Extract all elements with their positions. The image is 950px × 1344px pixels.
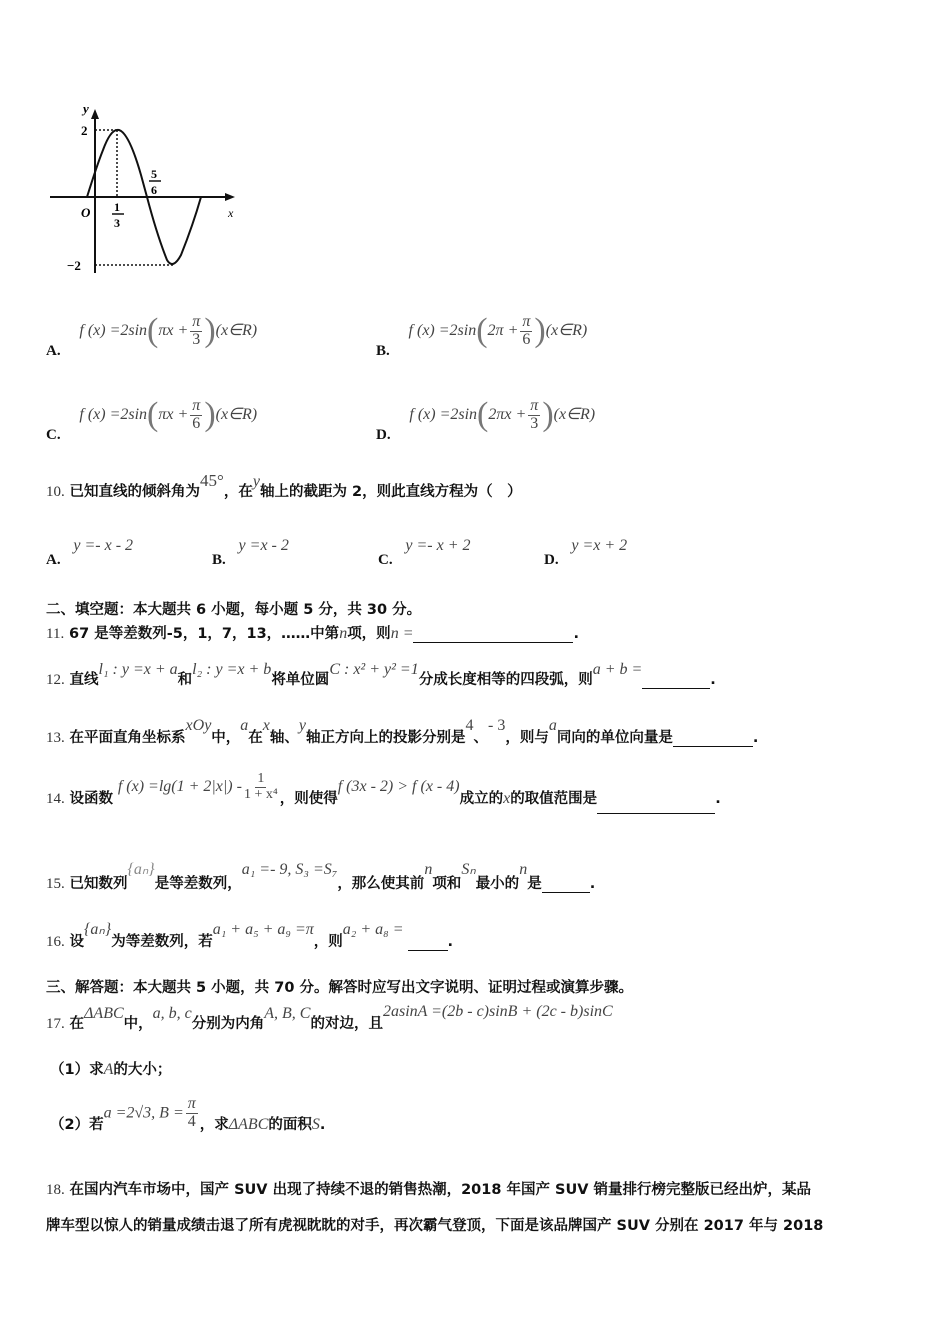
answer-blank[interactable] [408, 949, 448, 951]
answer-blank[interactable] [597, 812, 715, 814]
x-axis-label: x [228, 206, 234, 220]
question-18-line-2: 牌车型以惊人的销量成绩击退了所有虎视眈眈的对手，再次霸气登顶，下面是该品牌国产 SUV 分别在 2017 年与 2018 [46, 1218, 824, 1234]
q9-option-c[interactable]: C. f (x) =2sin(πx + $\frac{\pi}{6}$ )(x∈R) [46, 396, 258, 443]
question-16: 16. 设{aₙ}为等差数列，若a₁ + a₅ + a₉ =π，则a₂ + a₈ =. [46, 921, 454, 950]
x-tick2-num: 5 [151, 167, 157, 181]
y-min-label: −2 [67, 258, 81, 273]
question-11: 11. 67 是等差数列-5，1，7，13，……中第n项，则n = . [46, 625, 579, 642]
answer-blank[interactable] [673, 745, 753, 747]
answer-blank[interactable] [413, 641, 573, 643]
y-max-label: 2 [81, 123, 88, 138]
q17-part-2: （2）若a =2√3, B = $\frac{\pi}{4}$ ，求ΔABC的面积S. [50, 1095, 326, 1134]
section-3-heading: 三、解答题：本大题共 5 小题，共 70 分。解答时应写出文字说明、证明过程或演算步骤。 [46, 980, 633, 996]
question-10: 10. 已知直线的倾斜角为45°，在y轴上的截距为 2，则此直线方程为（ ） [46, 471, 522, 500]
q17-part-1: （1）求A的大小； [50, 1061, 172, 1078]
x-tick1-den: 3 [114, 216, 120, 230]
origin-label: O [81, 205, 91, 220]
q10-option-a[interactable]: A. y =- x - 2 [46, 537, 134, 568]
q10-option-b[interactable]: B. y =x - 2 [212, 537, 289, 568]
sine-curve-figure [45, 95, 245, 275]
question-17: 17. 在ΔABC中，a, b, c分别为内角A, B, C的对边，且2asinA =(2b - c)sinB + (2c - b)sinC [46, 1003, 613, 1032]
q9-option-d[interactable]: D. f (x) =2sin(2πx + $\frac{\pi}{3}$ )(x∈R) [376, 396, 596, 443]
question-14: 14. 设函数 f (x) =lg(1 + 2|x|) - $\frac{1}{\text{1 + x⁴}}$ ，则使得f (3x - 2) > f (x - 4)成立的x的取值范围是 . [46, 772, 721, 802]
section-2-heading: 二、填空题：本大题共 6 小题，每小题 5 分，共 30 分。 [46, 602, 422, 618]
q9-option-b[interactable]: B. f (x) =2sin(2π + $\frac{\pi}{6}$ )(x∈R) [376, 312, 588, 359]
answer-blank[interactable] [542, 891, 590, 893]
sine-graph [45, 95, 245, 275]
answer-blank[interactable] [642, 687, 710, 689]
x-tick2-den: 6 [151, 183, 157, 197]
y-axis-label: y [83, 101, 89, 116]
question-15: 15. 已知数列{aₙ}是等差数列，a₁ =- 9, S₃ =S₇，那么使其前n项和Sₙ最小的n是 . [46, 861, 596, 892]
q10-option-d[interactable]: D. y =x + 2 [544, 537, 628, 568]
x-tick1-num: 1 [114, 200, 120, 214]
question-13: 13. 在平面直角坐标系xOy中，a在x轴、y轴正方向上的投影分别是4、- 3，则与a同向的单位向量是 . [46, 717, 759, 746]
q10-option-c[interactable]: C. y =- x + 2 [378, 537, 471, 568]
question-18: 18. 在国内汽车市场中，国产 SUV 出现了持续不退的销售热潮，2018 年国产 SUV 销量排行榜完整版已经出炉，某品 [46, 1182, 812, 1198]
q9-option-a[interactable]: A. f (x) =2sin(πx + $\frac{\pi}{3}$ )(x∈R) [46, 312, 258, 359]
question-12: 12. 直线l₁ : y =x + a和l₂ : y =x + b将单位圆C : x² + y² =1分成长度相等的四段弧，则a + b =. [46, 661, 716, 688]
